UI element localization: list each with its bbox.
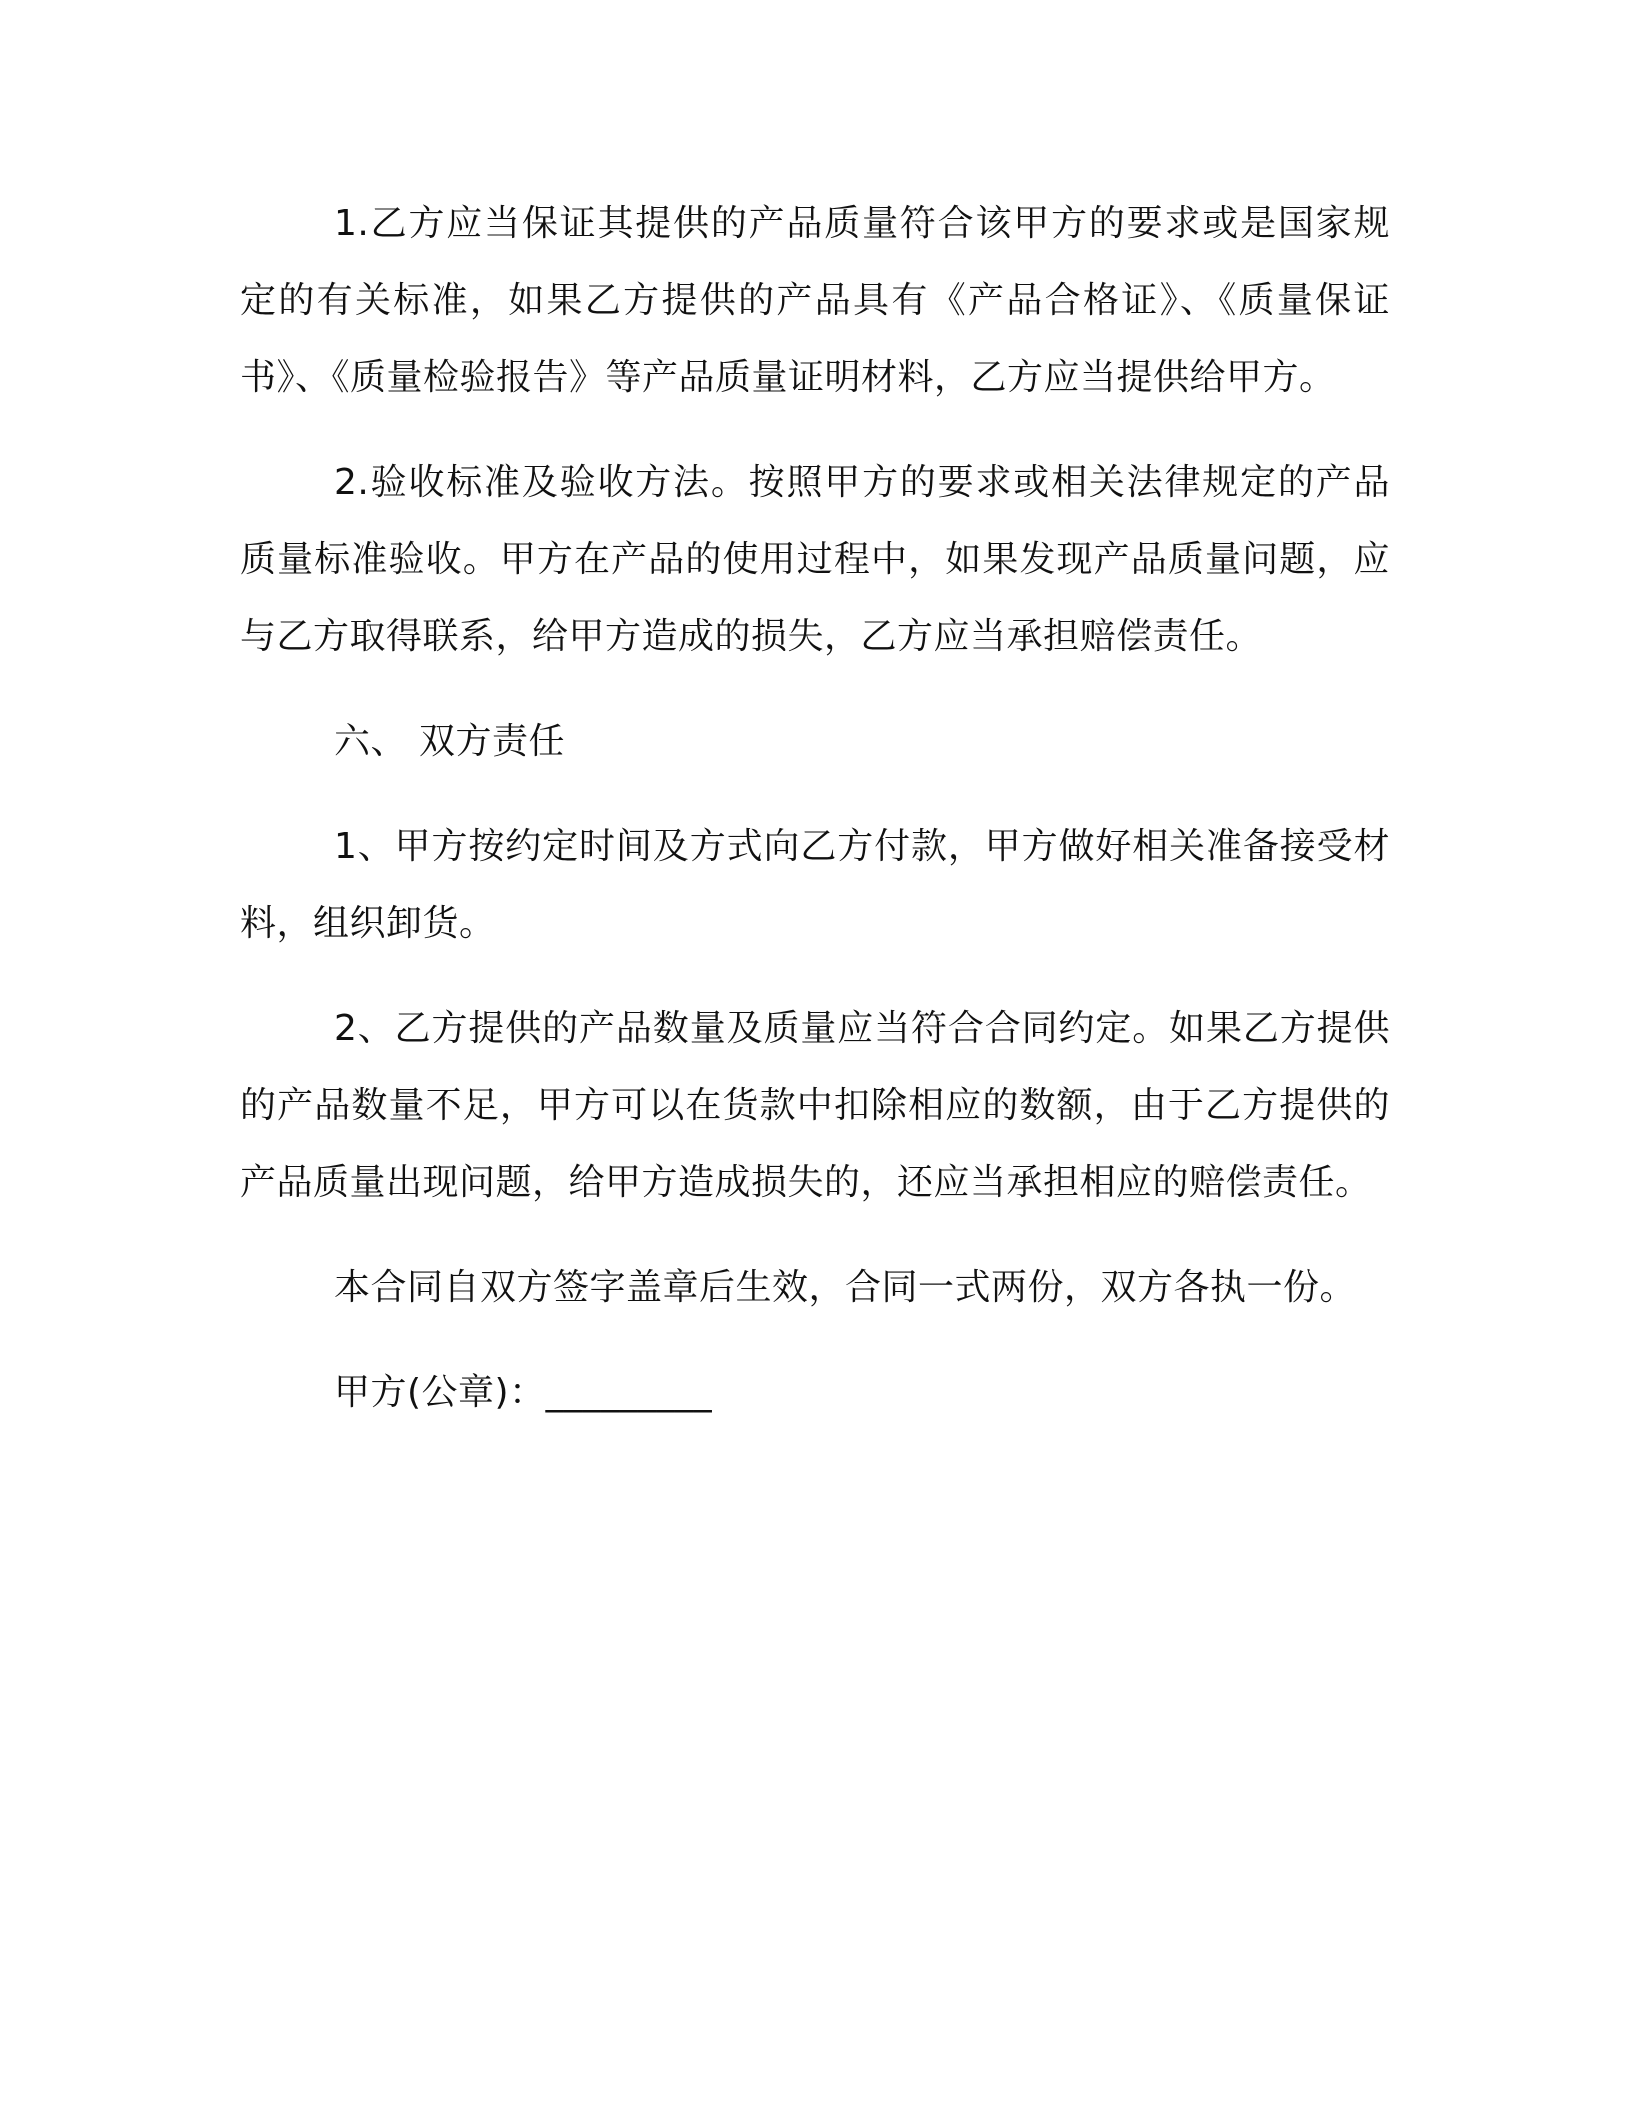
duty-party-a: 1、甲方按约定时间及方式向乙方付款，甲方做好相关准备接受材料，组织卸货。 <box>240 826 1390 944</box>
duty-party-b: 2、乙方提供的产品数量及质量应当符合合同约定。如果乙方提供的产品数量不足，甲方可以在货款中扣除相应的数额，由于乙方提供的产品质量出现问题，给甲方造成损失的，还应当承担相应的赔偿责任。 <box>240 1008 1390 1203</box>
clause-acceptance-standard: 2.验收标准及验收方法。按照甲方的要求或相关法律规定的产品质量标准验收。甲方在产品的使用过程中，如果发现产品质量问题，应与乙方取得联系，给甲方造成的损失，乙方应当承担赔偿责任。 <box>240 462 1390 657</box>
clause-quality-guarantee: 1.乙方应当保证其提供的产品质量符合该甲方的要求或是国家规定的有关标准，如果乙方提供的产品具有《产品合格证》、《质量保证书》、《质量检验报告》等产品质量证明材料，乙方应当提供给甲方。 <box>240 203 1390 398</box>
party-a-signature-line: 甲方(公章)：_________ <box>334 1372 713 1413</box>
section-heading-responsibilities: 六、 双方责任 <box>334 721 565 762</box>
document-body <box>240 185 1390 1431</box>
effective-clause: 本合同自双方签字盖章后生效，合同一式两份，双方各执一份。 <box>334 1267 1357 1308</box>
